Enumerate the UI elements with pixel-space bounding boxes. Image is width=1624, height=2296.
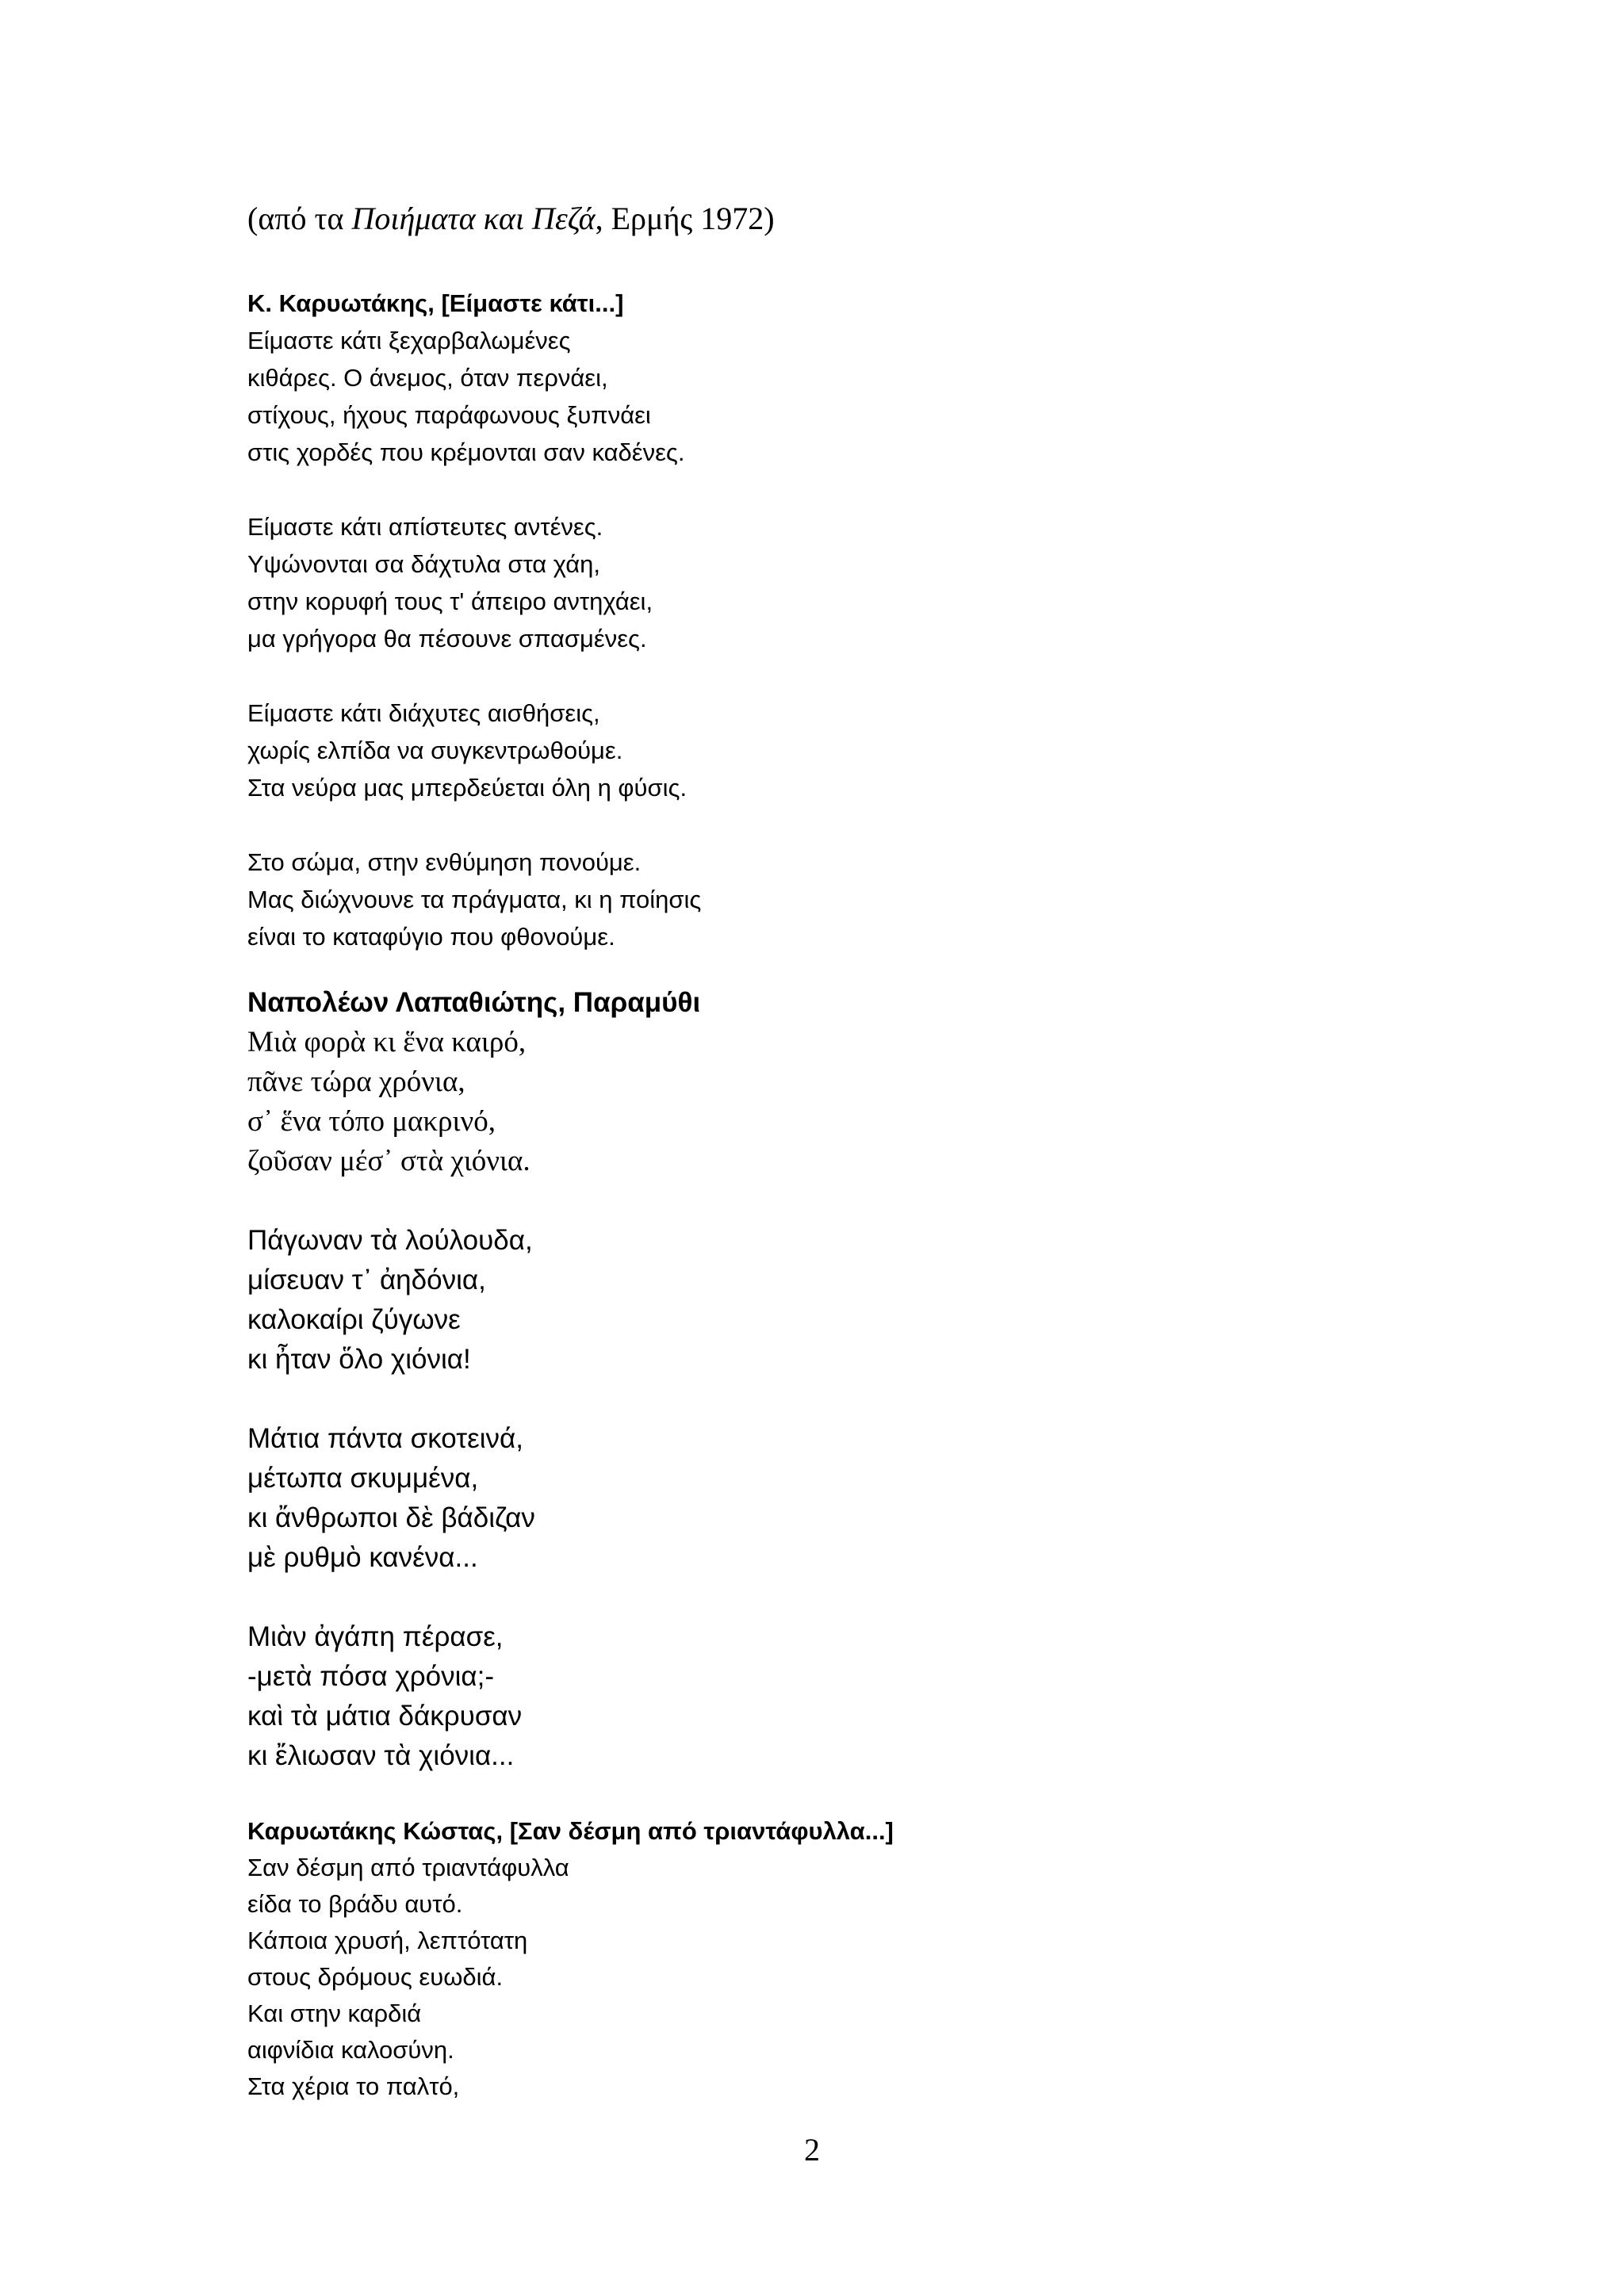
poem-line: είδα το βράδυ αυτό. <box>247 1890 463 1918</box>
poem-line: χωρίς ελπίδα να συγκεντρωθούμε. <box>247 737 623 764</box>
poem-line: μὲ ρυθμὸ κανένα... <box>247 1542 478 1573</box>
source-note-suffix: , Ερμής 1972) <box>595 201 775 236</box>
poem-title: Ναπολέων Λαπαθιώτης, Παραμύθι <box>247 987 701 1018</box>
stanza <box>247 508 701 657</box>
poem-line: στίχους, ήχους παράφωνους ξυπνάει <box>247 401 651 429</box>
poem-line: Είμαστε κάτι διάχυτες αισθήσεις, <box>247 699 600 727</box>
poem-title: Κ. Καρυωτάκης, [Είμαστε κάτι...] <box>247 289 624 317</box>
poem-line: κι ἄνθρωποι δὲ βάδιζαν <box>247 1502 535 1533</box>
poem-line: καὶ τὰ μάτια δάκρυσαν <box>247 1701 523 1732</box>
poem-line: Στα νεύρα μας μπερδεύεται όλη η φύσις. <box>247 774 688 802</box>
poem-lapathiotis-paramythi <box>247 983 700 1776</box>
poem-line: Στα χέρια το παλτό, <box>247 2072 460 2100</box>
poem-line: Είμαστε κάτι ξεχαρβαλωμένες <box>247 327 571 354</box>
poem-line: -μετὰ πόσα χρόνια;- <box>247 1661 495 1692</box>
stanza <box>247 1617 700 1776</box>
page-number: 2 <box>804 2132 820 2168</box>
poem-line: Στο σώμα, στην ενθύμηση πονούμε. <box>247 848 642 876</box>
source-work-title: Ποιήματα και Πεζά <box>351 201 596 236</box>
poem-line: Μάτια πάντα σκοτεινά, <box>247 1423 523 1454</box>
poem-line: κι ἦταν ὅλο χιόνια! <box>247 1344 471 1375</box>
poem-line: μίσευαν τ᾿ ἀηδόνια, <box>247 1265 486 1295</box>
poem-line: αιφνίδια καλοσύνη. <box>247 2036 454 2064</box>
poem-line: Μιὰ φορὰ κι ἕνα καιρό, <box>247 1026 527 1058</box>
stanza <box>247 322 701 471</box>
poem-line: ζοῦσαν μέσ᾿ στὰ χιόνια. <box>247 1145 530 1177</box>
stanza <box>247 1221 700 1380</box>
poem-title: Καρυωτάκης Κώστας, [Σαν δέσμη από τριαντάφυλλα...] <box>247 1817 894 1845</box>
poem-line: σ᾿ ἕνα τόπο μακρινό, <box>247 1105 496 1138</box>
poem-line: κιθάρες. Ο άνεμος, όταν περνάει, <box>247 364 608 392</box>
stanza <box>247 1850 894 2105</box>
stanza <box>247 695 701 806</box>
poem-line: Είμαστε κάτι απίστευτες αντένες. <box>247 513 603 541</box>
source-note-prefix: (από τα <box>247 201 352 236</box>
poem-line: κι ἔλιωσαν τὰ χιόνια... <box>247 1740 515 1771</box>
poem-line: καλοκαίρι ζύγωνε <box>247 1304 461 1335</box>
poem-line: Μας διώχνουνε τα πράγματα, κι η ποίησις <box>247 886 702 913</box>
poem-line: στην κορυφή τους τ' άπειρο αντηχάει, <box>247 587 653 615</box>
poem-line: Μιὰν ἀγάπη πέρασε, <box>247 1621 504 1652</box>
poem-line: μα γρήγορα θα πέσουνε σπασμένες. <box>247 625 647 652</box>
poem-line: στις χορδές που κρέμονται σαν καδένες. <box>247 438 685 466</box>
stanza <box>247 844 701 955</box>
poem-line: Υψώνονται σα δάχτυλα στα χάη, <box>247 550 601 578</box>
stanza <box>247 1419 700 1578</box>
poem-line: μέτωπα σκυμμένα, <box>247 1463 479 1494</box>
poem-line: Κάποια χρυσή, λεπτότατη <box>247 1927 528 1954</box>
poem-karyotakis-eimaste-kati <box>247 285 701 955</box>
poem-line: είναι το καταφύγιο που φθονούμε. <box>247 923 615 951</box>
stanza <box>247 1023 700 1181</box>
source-note <box>247 198 775 239</box>
poem-line: πᾶνε τώρα χρόνια, <box>247 1066 465 1098</box>
poem-line: Πάγωναν τὰ λούλουδα, <box>247 1225 533 1256</box>
poem-line: Σαν δέσμη από τριαντάφυλλα <box>247 1854 569 1881</box>
poem-line: στους δρόμους ευωδιά. <box>247 1963 504 1991</box>
poem-karyotakis-desmi <box>247 1813 894 2105</box>
poem-line: Και στην καρδιά <box>247 1999 422 2027</box>
